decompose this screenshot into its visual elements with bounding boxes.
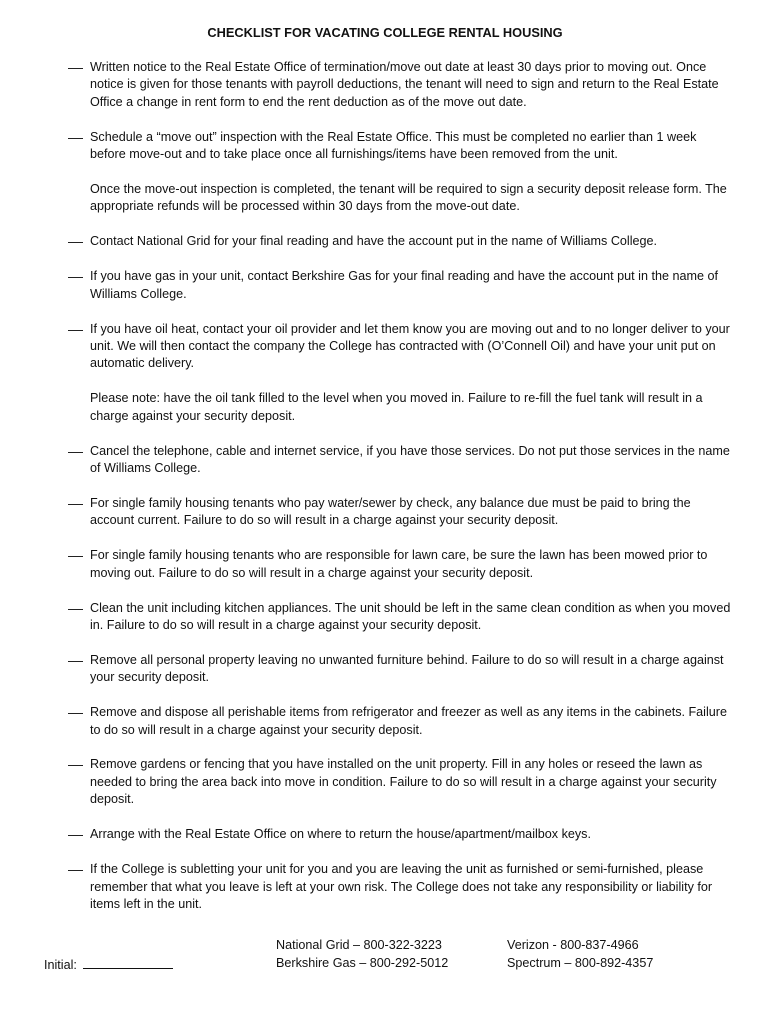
checklist-item-content [90,495,732,530]
checklist-item-content [90,443,732,478]
checklist-paragraph: If you have oil heat, contact your oil provider and let them know you are moving out and to no longer deliver to your unit. We will then contact the company the College has contracted with (O’Connell Oil) and have your unit put on automatic delivery. [90,321,730,371]
checklist-item [66,321,732,426]
checkbox-dash [66,756,90,773]
checklist-item [66,495,732,530]
initial-label: Initial: [44,958,77,972]
checklist-item [66,129,732,216]
checklist-paragraph: Remove all personal property leaving no unwanted furniture behind. Failure to do so will result in a charge against your security deposit. [90,652,724,685]
contact-berkshire-gas: Berkshire Gas – 800-292-5012 [276,955,449,970]
checklist-paragraph: Remove gardens or fencing that you have installed on the unit property. Fill in any holes or reseed the lawn as needed to bring the area back into move in condition. Failure to do so will result in a charge against your security deposit. [90,757,717,807]
initial-blank-line[interactable] [83,955,173,969]
checkbox-dash [66,443,90,460]
checklist-paragraph: Once the move-out inspection is completed, the tenant will be required to sign a security deposit release form. The appropriate refunds will be processed within 30 days from the move-out date. [90,182,727,214]
checklist-item-content [90,652,732,687]
contact-verizon: Verizon - 800-837-4966 [507,938,639,952]
checklist-item [66,268,732,303]
checklist-item-content [90,233,732,250]
checklist-item-content [90,59,732,111]
checklist-paragraph: Cancel the telephone, cable and internet service, if you have those services. Do not put those services in the name of Williams College. [90,443,730,475]
document-title: CHECKLIST FOR VACATING COLLEGE RENTAL HOUSING [207,25,563,40]
checklist-item [66,704,732,739]
checklist-item [66,652,732,687]
checklist-paragraph: Remove and dispose all perishable items from refrigerator and freezer as well as any items in the cabinets. Failure to do so will result in a charge against your security deposit. [90,705,727,737]
checklist-item-content [90,321,732,426]
contact-spectrum: Spectrum – 800-892-4357 [507,955,654,970]
checklist-item-content [90,861,732,913]
checklist-item [66,826,732,843]
checkbox-dash [66,547,90,564]
checkbox-dash [66,600,90,617]
checkbox-dash [66,233,90,250]
initial-field [44,955,173,974]
checkbox-dash [66,268,90,285]
checklist-paragraph: If the College is subletting your unit for you and you are leaving the unit as furnished or semi-furnished, please remember that what you leave is left at your own risk. The College does not take any responsibility or liability for items left in the unit. [90,862,713,911]
checklist-item [66,233,732,250]
checkbox-dash [66,59,90,76]
checklist-paragraph: Written notice to the Real Estate Office of termination/move out date at least 30 days prior to moving out. Once notice is given for those tenants with payroll deductions, the tenant will need to sign and return to the Real Estate Office a change in rent form to end the rent deduction as of the move out date. [90,60,719,109]
checklist-paragraph: Arrange with the Real Estate Office on where to return the house/apartment/mailbox keys. [90,827,591,842]
checkbox-dash [66,495,90,512]
contacts-left [276,937,448,972]
checklist-item-content [90,826,732,843]
checkbox-dash [66,652,90,669]
checklist-paragraph: Please note: have the oil tank filled to the level when you moved in. Failure to re-fill the fuel tank will result in a charge against your security deposit. [90,391,703,423]
checklist-paragraph: For single family housing tenants who are responsible for lawn care, be sure the lawn has been mowed prior to moving out. Failure to do so will result in a charge against your security deposit. [90,548,708,580]
checklist-item [66,756,732,808]
checkbox-dash [66,129,90,146]
checklist-paragraph: If you have gas in your unit, contact Berkshire Gas for your final reading and have the account put in the name of Williams College. [90,269,718,301]
checkbox-dash [66,321,90,338]
checkbox-dash [66,826,90,843]
checklist-item-content [90,600,732,635]
checkbox-dash [66,704,90,721]
checklist-item-content [90,756,732,808]
checklist-item-content [90,268,732,303]
checklist-item-content [90,704,732,739]
checklist [66,59,732,931]
checklist-item-content [90,129,732,216]
checklist-item [66,600,732,635]
checklist-paragraph: Clean the unit including kitchen appliances. The unit should be left in the same clean condition as when you moved in. Failure to do so will result in a charge against your security deposit. [90,600,731,632]
contact-national-grid: National Grid – 800-322-3223 [276,938,442,952]
checklist-item [66,59,732,111]
checklist-item-content [90,547,732,582]
checklist-paragraph: Contact National Grid for your final reading and have the account put in the name of Williams College. [90,234,658,249]
contacts-right [507,937,653,972]
checklist-paragraph: Schedule a “move out” inspection with the Real Estate Office. This must be completed no earlier than 1 week before move-out and to take place once all furnishings/items have been removed from the unit. [90,129,697,162]
checklist-item [66,861,732,913]
checklist-item [66,547,732,582]
checklist-paragraph: For single family housing tenants who pay water/sewer by check, any balance due must be paid to bring the account current. Failure to do so will result in a charge against your security deposit. [90,495,691,528]
checklist-item [66,443,732,478]
checkbox-dash [66,861,90,878]
